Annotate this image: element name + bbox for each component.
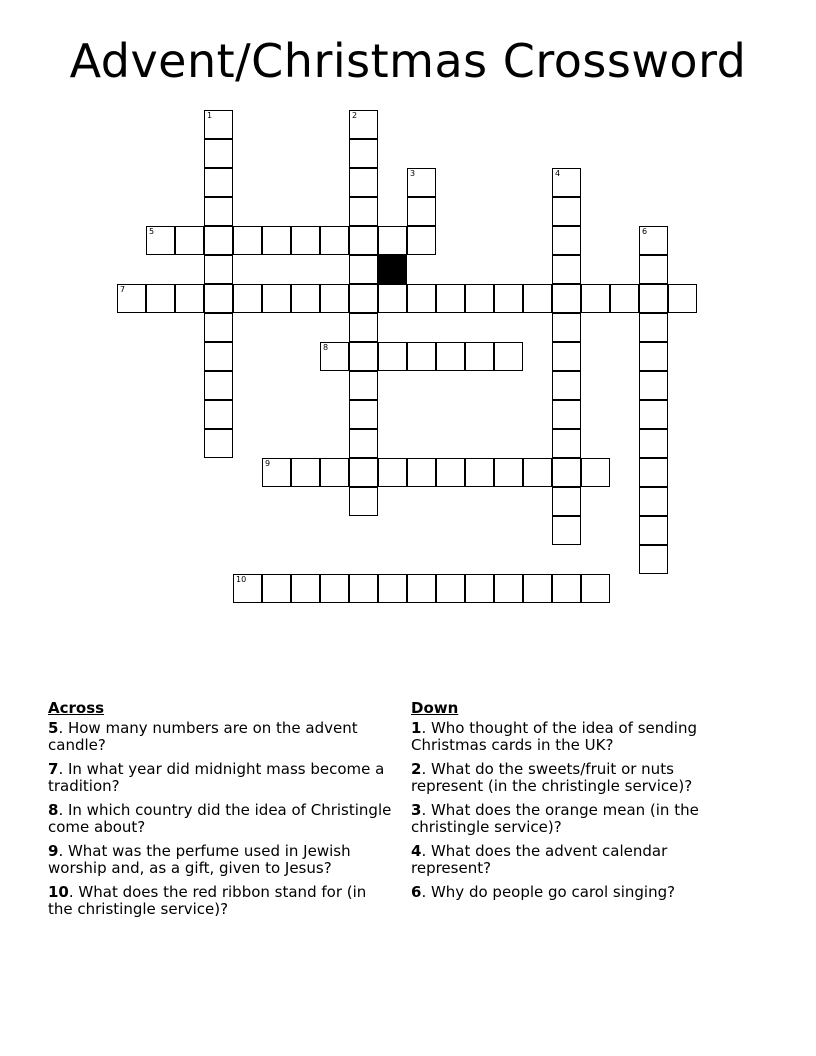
clue-number: 4 xyxy=(555,169,561,178)
grid-cell[interactable] xyxy=(552,284,581,313)
across-clue xyxy=(48,884,393,918)
grid-cell[interactable] xyxy=(407,168,436,197)
grid-cell[interactable] xyxy=(262,458,291,487)
grid-cell[interactable] xyxy=(349,110,378,139)
grid-cell[interactable] xyxy=(378,284,407,313)
grid-cell[interactable] xyxy=(494,458,523,487)
clue-number-label: 9 xyxy=(48,842,59,860)
clue-text: . Who thought of the idea of sending Christmas cards in the UK? xyxy=(411,719,697,754)
grid-cell[interactable] xyxy=(639,313,668,342)
grid-cell[interactable] xyxy=(378,458,407,487)
across-heading: Across xyxy=(48,699,105,717)
grid-cell[interactable] xyxy=(349,226,378,255)
grid-cell[interactable] xyxy=(639,545,668,574)
clue-number-label: 10 xyxy=(48,883,69,901)
grid-cell[interactable] xyxy=(291,574,320,603)
grid-cell[interactable] xyxy=(552,429,581,458)
grid-cell[interactable] xyxy=(552,255,581,284)
clue-number-label: 7 xyxy=(48,760,59,778)
clue-text: . What does the advent calendar represent? xyxy=(411,842,668,877)
grid-cell[interactable] xyxy=(262,574,291,603)
grid-cell[interactable] xyxy=(349,400,378,429)
grid-cell[interactable] xyxy=(639,371,668,400)
grid-cell[interactable] xyxy=(349,458,378,487)
clue-number: 6 xyxy=(642,227,648,236)
clue-number-label: 3 xyxy=(411,801,422,819)
grid-cell[interactable] xyxy=(523,458,552,487)
grid-cell[interactable] xyxy=(320,226,349,255)
grid-cell[interactable] xyxy=(291,284,320,313)
clue-number-label: 8 xyxy=(48,801,59,819)
across-clue xyxy=(48,802,393,836)
grid-cell[interactable] xyxy=(349,168,378,197)
page-title: Advent/Christmas Crossword xyxy=(69,34,747,88)
grid-cell[interactable] xyxy=(320,458,349,487)
grid-cell[interactable] xyxy=(204,429,233,458)
grid-cell[interactable] xyxy=(204,284,233,313)
grid-cell[interactable] xyxy=(349,284,378,313)
grid-cell[interactable] xyxy=(639,226,668,255)
grid-cell[interactable] xyxy=(465,458,494,487)
grid-cell[interactable] xyxy=(291,458,320,487)
across-clues xyxy=(48,700,393,925)
clue-text: . In which country did the idea of Christingle come about? xyxy=(48,801,392,836)
grid-cell[interactable] xyxy=(204,371,233,400)
grid-cell[interactable] xyxy=(494,574,523,603)
grid-cell[interactable] xyxy=(233,284,262,313)
grid-cell[interactable] xyxy=(552,371,581,400)
clue-number-label: 2 xyxy=(411,760,422,778)
clue-number: 8 xyxy=(323,343,329,352)
clue-text: . What was the perfume used in Jewish worship and, as a gift, given to Jesus? xyxy=(48,842,351,877)
grid-cell[interactable] xyxy=(146,226,175,255)
grid-cell[interactable] xyxy=(204,255,233,284)
grid-cell[interactable] xyxy=(552,168,581,197)
down-heading: Down xyxy=(411,699,459,717)
grid-cell[interactable] xyxy=(320,342,349,371)
across-clue xyxy=(48,843,393,877)
grid-cell[interactable] xyxy=(465,342,494,371)
grid-cell[interactable] xyxy=(378,574,407,603)
down-clue xyxy=(411,843,741,877)
clue-number-label: 6 xyxy=(411,883,422,901)
down-clue-list xyxy=(411,720,741,901)
grid-cell[interactable] xyxy=(204,110,233,139)
grid-cell[interactable] xyxy=(436,284,465,313)
grid-cell[interactable] xyxy=(436,574,465,603)
down-clue xyxy=(411,884,741,901)
grid-cell[interactable] xyxy=(494,342,523,371)
grid-cell[interactable] xyxy=(581,458,610,487)
grid-cell[interactable] xyxy=(494,284,523,313)
down-clues xyxy=(411,700,741,908)
grid-cell[interactable] xyxy=(581,284,610,313)
grid-cell[interactable] xyxy=(204,342,233,371)
grid-cell[interactable] xyxy=(204,197,233,226)
grid-cell[interactable] xyxy=(639,458,668,487)
grid-cell[interactable] xyxy=(610,284,639,313)
grid-cell[interactable] xyxy=(204,139,233,168)
clue-number: 5 xyxy=(149,227,155,236)
grid-cell[interactable] xyxy=(378,226,407,255)
clue-number: 7 xyxy=(120,285,126,294)
clue-number-label: 5 xyxy=(48,719,59,737)
grid-cell[interactable] xyxy=(552,342,581,371)
grid-cell[interactable] xyxy=(291,226,320,255)
grid-cell[interactable] xyxy=(117,284,146,313)
grid-cell[interactable] xyxy=(407,226,436,255)
grid-cell[interactable] xyxy=(407,284,436,313)
down-clue xyxy=(411,802,741,836)
grid-cell[interactable] xyxy=(552,458,581,487)
grid-cell[interactable] xyxy=(552,226,581,255)
clue-number-label: 1 xyxy=(411,719,422,737)
grid-cell[interactable] xyxy=(523,284,552,313)
grid-cell[interactable] xyxy=(204,226,233,255)
grid-cell[interactable] xyxy=(204,168,233,197)
grid-cell[interactable] xyxy=(668,284,697,313)
grid-cell[interactable] xyxy=(639,342,668,371)
grid-cell[interactable] xyxy=(349,342,378,371)
across-clue xyxy=(48,720,393,754)
grid-cell[interactable] xyxy=(320,284,349,313)
grid-cell[interactable] xyxy=(378,342,407,371)
grid-cell[interactable] xyxy=(204,313,233,342)
grid-cell[interactable] xyxy=(349,197,378,226)
grid-cell[interactable] xyxy=(262,226,291,255)
clue-number: 3 xyxy=(410,169,416,178)
grid-cell[interactable] xyxy=(407,342,436,371)
grid-cell[interactable] xyxy=(349,139,378,168)
grid-cell[interactable] xyxy=(407,574,436,603)
grid-cell[interactable] xyxy=(407,458,436,487)
grid-cell[interactable] xyxy=(552,574,581,603)
grid-cell[interactable] xyxy=(320,574,349,603)
grid-black-cell xyxy=(378,255,407,284)
clue-number: 1 xyxy=(207,111,213,120)
down-clue xyxy=(411,720,741,754)
grid-cell[interactable] xyxy=(552,197,581,226)
grid-cell[interactable] xyxy=(639,284,668,313)
grid-cell[interactable] xyxy=(436,342,465,371)
grid-cell[interactable] xyxy=(552,400,581,429)
grid-cell[interactable] xyxy=(581,574,610,603)
grid-cell[interactable] xyxy=(552,487,581,516)
grid-cell[interactable] xyxy=(465,574,494,603)
grid-cell[interactable] xyxy=(349,371,378,400)
grid-cell[interactable] xyxy=(639,255,668,284)
clue-text: . In what year did midnight mass become a tradition? xyxy=(48,760,385,795)
grid-cell[interactable] xyxy=(639,516,668,545)
grid-cell[interactable] xyxy=(465,284,494,313)
grid-cell[interactable] xyxy=(552,313,581,342)
grid-cell[interactable] xyxy=(407,197,436,226)
grid-cell[interactable] xyxy=(349,487,378,516)
grid-cell[interactable] xyxy=(175,284,204,313)
clue-text: . What does the orange mean (in the christingle service)? xyxy=(411,801,699,836)
grid-cell[interactable] xyxy=(523,574,552,603)
grid-cell[interactable] xyxy=(639,487,668,516)
clue-text: . Why do people go carol singing? xyxy=(421,883,676,901)
grid-cell[interactable] xyxy=(436,458,465,487)
clue-number: 2 xyxy=(352,111,358,120)
grid-cell[interactable] xyxy=(349,574,378,603)
across-clue xyxy=(48,761,393,795)
grid-cell[interactable] xyxy=(233,226,262,255)
clue-text: . What do the sweets/fruit or nuts represent (in the christingle service)? xyxy=(411,760,693,795)
down-clue xyxy=(411,761,741,795)
grid-cell[interactable] xyxy=(233,574,262,603)
clue-number: 9 xyxy=(265,459,271,468)
grid-cell[interactable] xyxy=(552,516,581,545)
clue-text: . How many numbers are on the advent candle? xyxy=(48,719,358,754)
grid-cell[interactable] xyxy=(349,429,378,458)
clue-number: 10 xyxy=(236,575,247,584)
grid-cell[interactable] xyxy=(204,400,233,429)
grid-cell[interactable] xyxy=(349,313,378,342)
grid-cell[interactable] xyxy=(349,255,378,284)
across-clue-list xyxy=(48,720,393,918)
grid-cell[interactable] xyxy=(146,284,175,313)
clue-text: . What does the red ribbon stand for (in the christingle service)? xyxy=(48,883,367,918)
grid-cell[interactable] xyxy=(639,400,668,429)
grid-cell[interactable] xyxy=(639,429,668,458)
clue-number-label: 4 xyxy=(411,842,422,860)
grid-cell[interactable] xyxy=(175,226,204,255)
grid-cell[interactable] xyxy=(262,284,291,313)
